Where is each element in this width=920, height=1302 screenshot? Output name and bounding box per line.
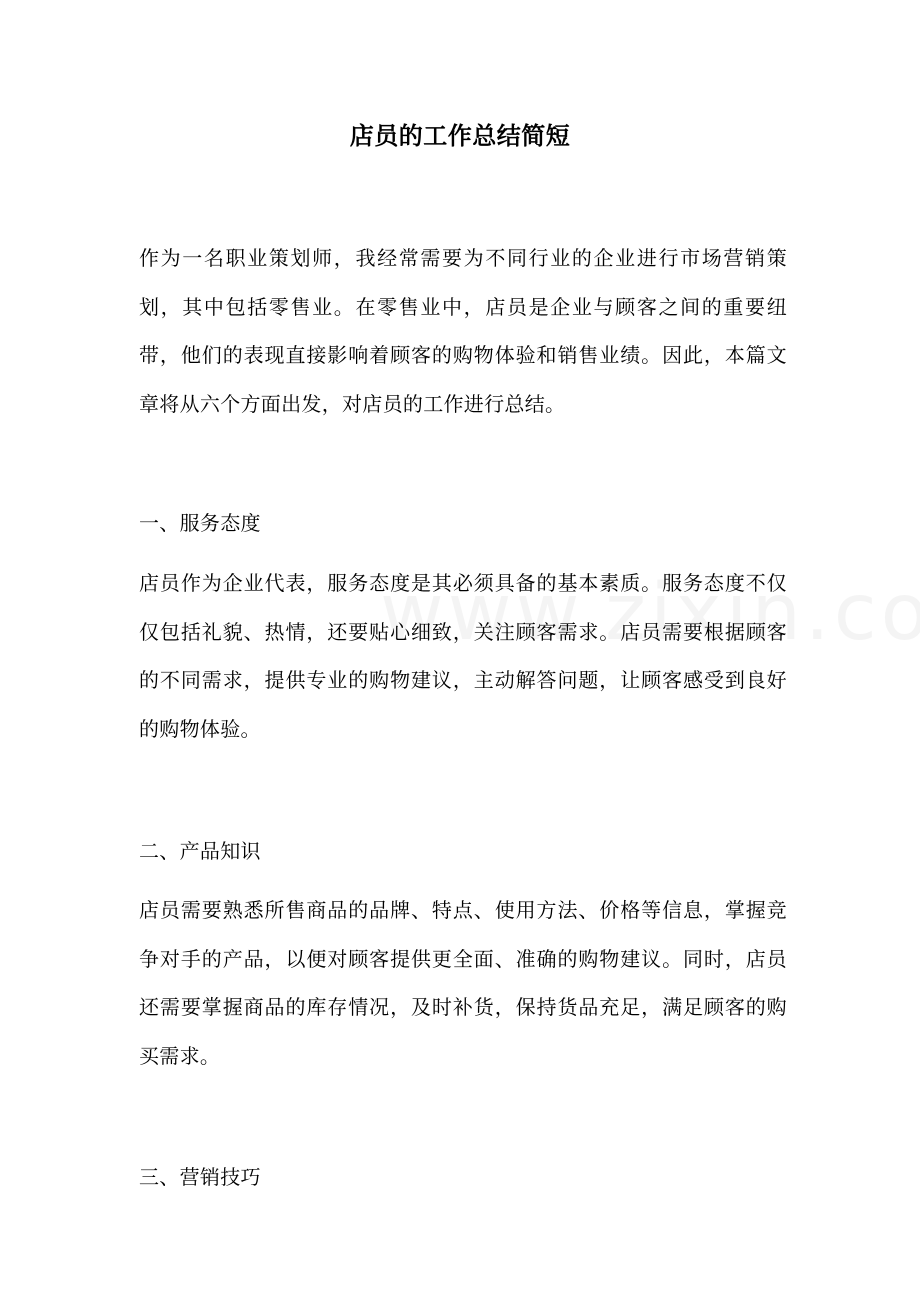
intro-paragraph: 作为一名职业策划师，我经常需要为不同行业的企业进行市场营销策划，其中包括零售业。在零售业中，店员是企业与顾客之间的重要纽带，他们的表现直接影响着顾客的购物体验和销售业绩。因此，本篇文章将从六个方面出发，对店员的工作进行总结。 <box>139 246 787 416</box>
section-heading-marketing-skills: 三、营销技巧 <box>139 1165 261 1189</box>
section-body-service-attitude: 店员作为企业代表，服务态度是其必须具备的基本素质。服务态度不仅仅包括礼貌、热情，还要贴心细致，关注顾客需求。店员需要根据顾客的不同需求，提供专业的购物建议，主动解答问题，让顾客感受到良好的购物体验。 <box>139 571 787 741</box>
document-title: 店员的工作总结简短 <box>349 121 571 150</box>
section-heading-service-attitude: 一、服务态度 <box>139 511 261 535</box>
section-heading-product-knowledge: 二、产品知识 <box>139 839 261 863</box>
section-body-product-knowledge: 店员需要熟悉所售商品的品牌、特点、使用方法、价格等信息，掌握竞争对手的产品，以便对顾客提供更全面、准确的购物建议。同时，店员还需要掌握商品的库存情况，及时补货，保持货品充足，满足顾客的购买需求。 <box>139 898 787 1068</box>
